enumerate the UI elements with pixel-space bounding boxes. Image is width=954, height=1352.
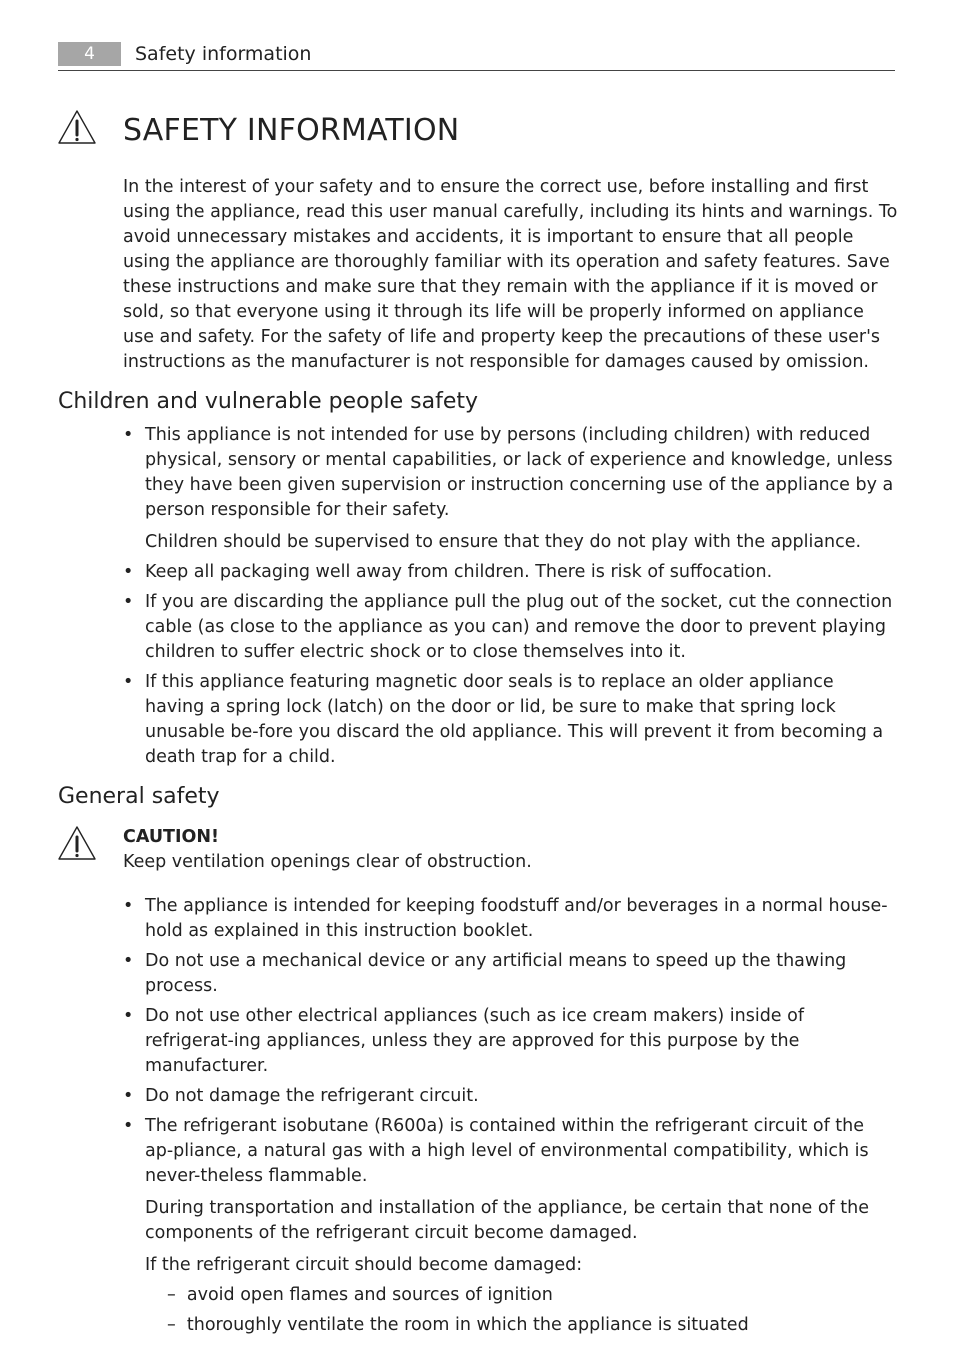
bullet: • [123,896,134,916]
bullet: • [123,672,134,692]
list-item [123,1114,895,1338]
bullet: • [123,562,134,582]
running-title: Safety information [135,43,312,65]
warning-triangle-icon [57,825,97,861]
list-item-text: Do not damage the refrigerant circuit. [145,1086,479,1106]
list-item [123,1084,895,1109]
section-heading-general: General safety [58,784,220,809]
caution-label: CAUTION! [123,827,220,847]
general-safety-list [123,894,895,1343]
dash: – [167,1285,187,1305]
list-item-extra: During transportation and installation of the appliance, be certain that none of the components of the refrigerant circuit become damaged. [145,1198,870,1243]
list-item [123,1004,895,1079]
bullet: • [123,592,134,612]
list-item-extra: Children should be supervised to ensure that they do not play with the appliance. [145,532,862,552]
dash: – [167,1315,187,1335]
intro-paragraph: In the interest of your safety and to ensure the correct use, before installing and first using the appliance, read this user manual carefully, including its hints and warnings. To avoid unnecessary mistakes and accidents, it is important to ensure that all people using the appliance are thoroughly familiar with its operation and safety features. Save these instructions and make sure that they remain with the appliance if it is moved or sold, so that everyone using it through its life will be properly informed on appliance use and safety. For the safety of life and property keep the precautions of these user's instructions as the manufacturer is not responsible for damages caused by omission. [123,177,898,372]
dash-list [145,1283,895,1338]
caution-text: Keep ventilation openings clear of obstruction. [123,852,532,872]
list-item-extra: If the refrigerant circuit should become damaged: [145,1255,583,1275]
dash-item [145,1313,895,1338]
list-item [123,590,895,665]
list-item [123,670,895,770]
list-item [123,949,895,999]
list-item-text: The refrigerant isobutane (R600a) is contained within the refrigerant circuit of the ap-pliance, a natural gas with a high level of environmental compatibility, which is never-theless flammable. [145,1116,869,1186]
bullet: • [123,951,134,971]
dash-item-text: thoroughly ventilate the room in which the appliance is situated [186,1315,749,1335]
section-heading-children: Children and vulnerable people safety [58,389,479,414]
list-item-text: This appliance is not intended for use by persons (including children) with reduced physical, sensory or mental capabilities, or lack of experience and knowledge, unless they have been given supervision or instruction concerning use of the appliance by a person responsible for their safety. [145,425,894,520]
page-number: 4 [58,42,121,66]
warning-triangle-icon [57,109,97,145]
list-item-text: The appliance is intended for keeping foodstuff and/or beverages in a normal house-hold as explained in this instruction booklet. [145,896,888,941]
bullet: • [123,1006,134,1026]
dash-item-text: avoid open flames and sources of ignition [186,1285,553,1305]
page-header [58,40,895,71]
list-item-text: If this appliance featuring magnetic door seals is to replace an older appliance having a spring lock (latch) on the door or lid, be sure to make that spring lock unusable be-fore you discard the old appliance. This will prevent it from becoming a death trap for a child. [145,672,884,767]
page-title: SAFETY INFORMATION [123,113,460,148]
list-item-text: Keep all packaging well away from children. There is risk of suffocation. [145,562,773,582]
list-item-text: Do not use a mechanical device or any artificial means to speed up the thawing process. [145,951,847,996]
dash-item [145,1283,895,1308]
list-item-text: If you are discarding the appliance pull the plug out of the socket, cut the connection cable (as close to the appliance as you can) and remove the door to prevent playing children to suffer electric shock or to close themselves into it. [145,592,893,662]
list-item [123,894,895,944]
bullet: • [123,1116,134,1136]
bullet: • [123,425,134,445]
bullet: • [123,1086,134,1106]
children-safety-list [123,423,895,775]
list-item-text: Do not use other electrical appliances (such as ice cream makers) inside of refrigerat-ing appliances, unless they are approved for this purpose by the manufacturer. [145,1006,804,1076]
list-item [123,560,895,585]
list-item [123,423,895,555]
